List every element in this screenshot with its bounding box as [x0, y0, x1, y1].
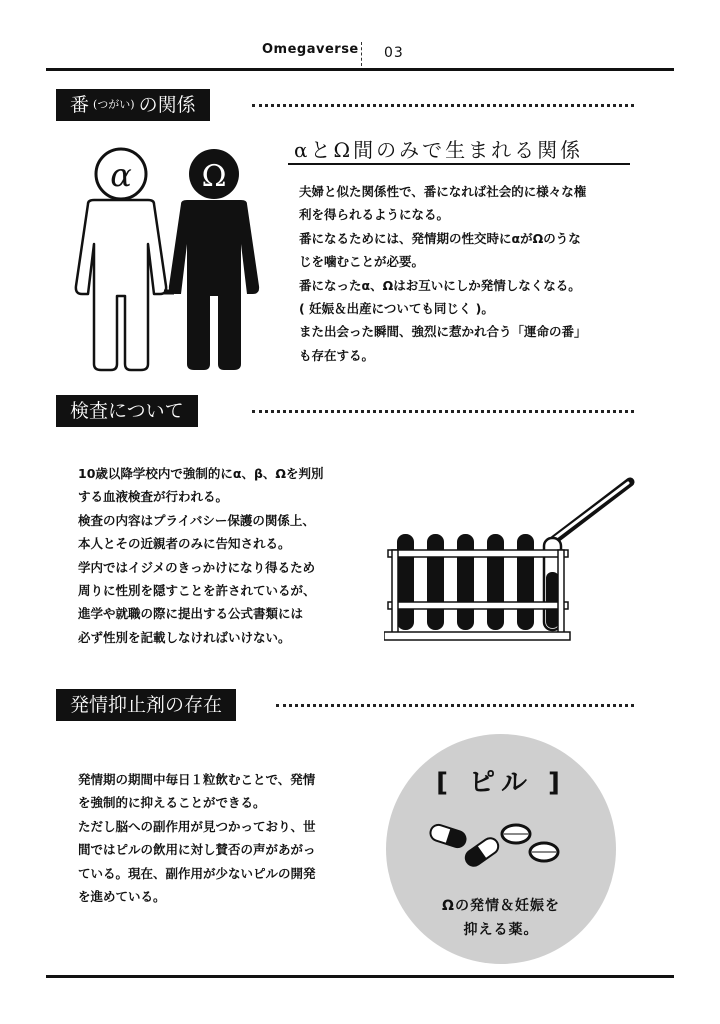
paragraph-line: 番になったα、Ωはお互いにしか発情しなくなる。 — [299, 277, 581, 293]
paragraph-line: を進めている。 — [78, 889, 166, 905]
paragraph-line: また出会った瞬間、強烈に惹かれ合う「運命の番」 — [299, 324, 587, 340]
section-label-suppressant: 発情抑止剤の存在 — [56, 689, 236, 721]
pill-title: [ ピル ] — [436, 768, 566, 798]
section-label-ruby: (つがい) — [93, 98, 135, 111]
section-dotted-line — [252, 104, 634, 107]
paragraph-line: 学内ではイジメのきっかけになり得るため — [78, 559, 316, 575]
paragraph-line: ている。現在、副作用が少ないピルの開発 — [78, 865, 316, 881]
paragraph-line: ただし脳への副作用が見つかっており、世 — [78, 818, 316, 834]
subtitle-underline — [288, 163, 630, 165]
paragraph-line: 10歳以降学校内で強制的にα、β、Ωを判別 — [78, 466, 324, 481]
pill-caption-line: 抑える薬。 — [463, 922, 539, 938]
header-title: Omegaverse — [262, 42, 359, 57]
paragraph-line: 本人とその近親者のみに告知される。 — [78, 536, 291, 552]
paragraph-line: 周りに性別を隠すことを許されているが、 — [78, 583, 316, 599]
couple-figure-icon — [64, 146, 274, 374]
section-label-tail: の関係 — [138, 94, 196, 116]
paragraph-line: も存在する。 — [299, 347, 375, 363]
bottom-rule — [46, 975, 674, 978]
page-number: 03 — [384, 45, 404, 61]
section-dotted-line — [252, 410, 634, 413]
pills-icon — [426, 818, 566, 874]
header-separator — [361, 42, 363, 66]
section-label-kensa: 検査について — [56, 395, 198, 427]
paragraph-line: 進学や就職の際に提出する公式書類には — [78, 606, 304, 622]
paragraph-line: する血液検査が行われる。 — [78, 489, 229, 505]
paragraph-line: 間ではピルの飲用に対し賛否の声があがっ — [78, 842, 316, 858]
alpha-symbol: α — [110, 156, 132, 194]
section-body-kensa — [78, 462, 324, 649]
paragraph-line: じを噛むことが必要。 — [299, 254, 425, 270]
paragraph-line: 夫婦と似た関係性で、番になれば社会的に様々な権 — [299, 184, 587, 199]
section-subtitle: αとΩ間のみで生まれる関係 — [294, 138, 584, 162]
section-body-tsugai — [299, 180, 587, 367]
paragraph-line: 検査の内容はプライバシー保護の関係上、 — [78, 512, 315, 528]
paragraph-line: 必ず性別を記載しなければいけない。 — [78, 629, 291, 645]
omega-symbol: Ω — [201, 159, 227, 194]
paragraph-line: 利を得られるようになる。 — [299, 207, 450, 223]
section-body-suppressant — [78, 768, 316, 908]
pill-caption — [386, 894, 616, 942]
section-label-tsugai — [56, 89, 210, 121]
omega-person-icon — [169, 149, 259, 370]
section-label-main: 番 — [70, 94, 90, 116]
section-dotted-line — [276, 704, 634, 707]
paragraph-line: 番になるためには、発情期の性交時にαがΩのうな — [299, 230, 581, 246]
alpha-person-icon — [76, 149, 166, 370]
paragraph-line: ( 妊娠＆出産についても同じく )。 — [299, 301, 494, 317]
paragraph-line: 発情期の期間中毎日１粒飲むことで、発情 — [78, 772, 316, 787]
pill-caption-line: Ωの発情＆妊娠を — [442, 898, 560, 914]
test-tube-rack-icon — [384, 472, 644, 648]
paragraph-line: を強制的に抑えることができる。 — [78, 795, 266, 811]
top-rule — [46, 68, 674, 71]
